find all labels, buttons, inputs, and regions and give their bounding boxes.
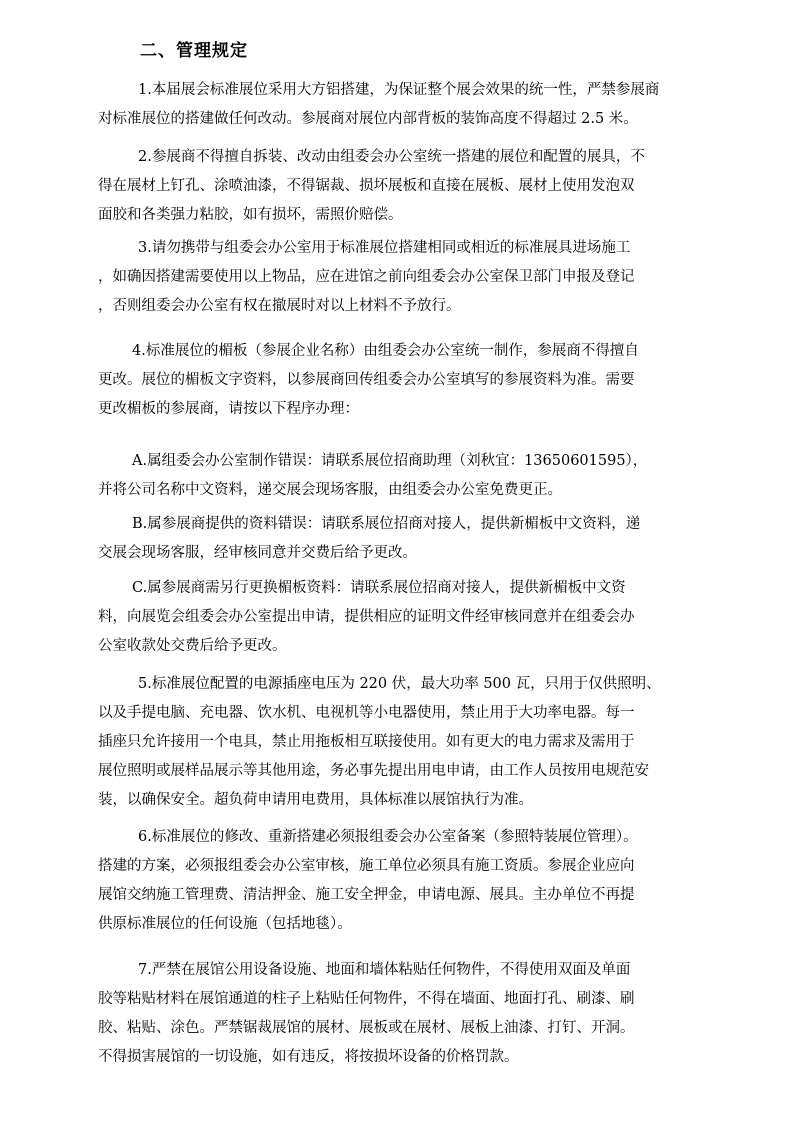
paragraph-line: 展馆交纳施工管理费、清洁押金、施工安全押金，申请电源、展具。主办单位不再提 bbox=[98, 887, 635, 903]
paragraph-line: 更改。展位的楣板文字资料，以参展商回传组委会办公室填写的参展资料为准。需要 bbox=[98, 372, 635, 388]
paragraph-line: ，否则组委会办公室有权在撤展时对以上材料不予放行。 bbox=[98, 298, 461, 314]
paragraph-line: 3.请勿携带与组委会办公室用于标准展位搭建相同或相近的标准展具进场施工 bbox=[138, 240, 631, 256]
paragraph-line: 搭建的方案，必须报组委会办公室审核，施工单位必须具有施工资质。参展企业应向 bbox=[98, 858, 635, 874]
paragraph-line: 胶、粘贴、涂色。严禁锯裁展馆的展材、展板或在展材、展板上油漆、打钉、开洞。 bbox=[98, 1020, 635, 1036]
paragraph-line: 1.本届展会标准展位采用大方铝搭建，为保证整个展会效果的统一性，严禁参展商 bbox=[138, 82, 660, 98]
paragraph-line: 4.标准展位的楣板（参展企业名称）由组委会办公室统一制作，参展商不得擅自 bbox=[132, 343, 639, 359]
paragraph-line: 装，以确保安全。超负荷申请用电费用，具体标准以展馆执行为准。 bbox=[98, 792, 533, 808]
paragraph-line: 交展会现场客服，经审核同意并交费后给予更改。 bbox=[98, 545, 417, 561]
paragraph-line: 供原标准展位的任何设施（包括地毯）。 bbox=[98, 916, 352, 932]
paragraph-line: A.属组委会办公室制作错误：请联系展位招商助理（刘秋宜：13650601595）， bbox=[132, 453, 648, 469]
paragraph-line: 胶等粘贴材料在展馆通道的柱子上粘贴任何物件，不得在墙面、地面打孔、刷漆、刷 bbox=[98, 991, 635, 1007]
paragraph-line: B.属参展商提供的资料错误：请联系展位招商对接人，提供新楣板中文资料，递 bbox=[132, 516, 641, 532]
paragraph-line: 以及手提电脑、充电器、饮水机、电视机等小电器使用，禁止用于大功率电器。每一 bbox=[98, 705, 635, 721]
section-heading: 二、管理规定 bbox=[140, 41, 248, 61]
paragraph-line: 5.标准展位配置的电源插座电压为 220 伏，最大功率 500 瓦，只用于仅供照明、 bbox=[138, 676, 661, 692]
paragraph-line: 公室收款处交费后给予更改。 bbox=[98, 638, 287, 654]
paragraph-line: 7.严禁在展馆公用设备设施、地面和墙体粘贴任何物件，不得使用双面及单面 bbox=[138, 962, 631, 978]
paragraph-line: C.属参展商需另行更换楣板资料：请联系展位招商对接人，提供新楣板中文资 bbox=[132, 580, 626, 596]
paragraph-line: 对标准展位的搭建做任何改动。参展商对展位内部背板的装饰高度不得超过 2.5 米。 bbox=[98, 111, 638, 127]
paragraph-line: 料，向展览会组委会办公室提出申请，提供相应的证明文件经审核同意并在组委会办 bbox=[98, 609, 635, 625]
paragraph-line: 更改楣板的参展商，请按以下程序办理： bbox=[98, 401, 359, 417]
paragraph-line: ，如确因搭建需要使用以上物品，应在进馆之前向组委会办公室保卫部门申报及登记 bbox=[98, 269, 635, 285]
paragraph-line: 并将公司名称中文资料，递交展会现场客服，由组委会办公室免费更正。 bbox=[98, 482, 562, 498]
paragraph-line: 得在展材上钉孔、涂喷油漆，不得锯裁、损坏展板和直接在展板、展材上使用发泡双 bbox=[98, 178, 635, 194]
paragraph-line: 插座只允许接用一个电具，禁止用拖板相互联接使用。如有更大的电力需求及需用于 bbox=[98, 734, 635, 750]
paragraph-line: 6.标准展位的修改、重新搭建必须报组委会办公室备案（参照特装展位管理）。 bbox=[138, 829, 638, 845]
paragraph-line: 2.参展商不得擅自拆装、改动由组委会办公室统一搭建的展位和配置的展具，不 bbox=[138, 149, 645, 165]
paragraph-line: 展位照明或展样品展示等其他用途，务必事先提出用电申请，由工作人员按用电规范安 bbox=[98, 763, 649, 779]
paragraph-line: 面胶和各类强力粘胶，如有损坏，需照价赔偿。 bbox=[98, 207, 403, 223]
paragraph-line: 不得损害展馆的一切设施，如有违反，将按损坏设备的价格罚款。 bbox=[98, 1049, 519, 1065]
